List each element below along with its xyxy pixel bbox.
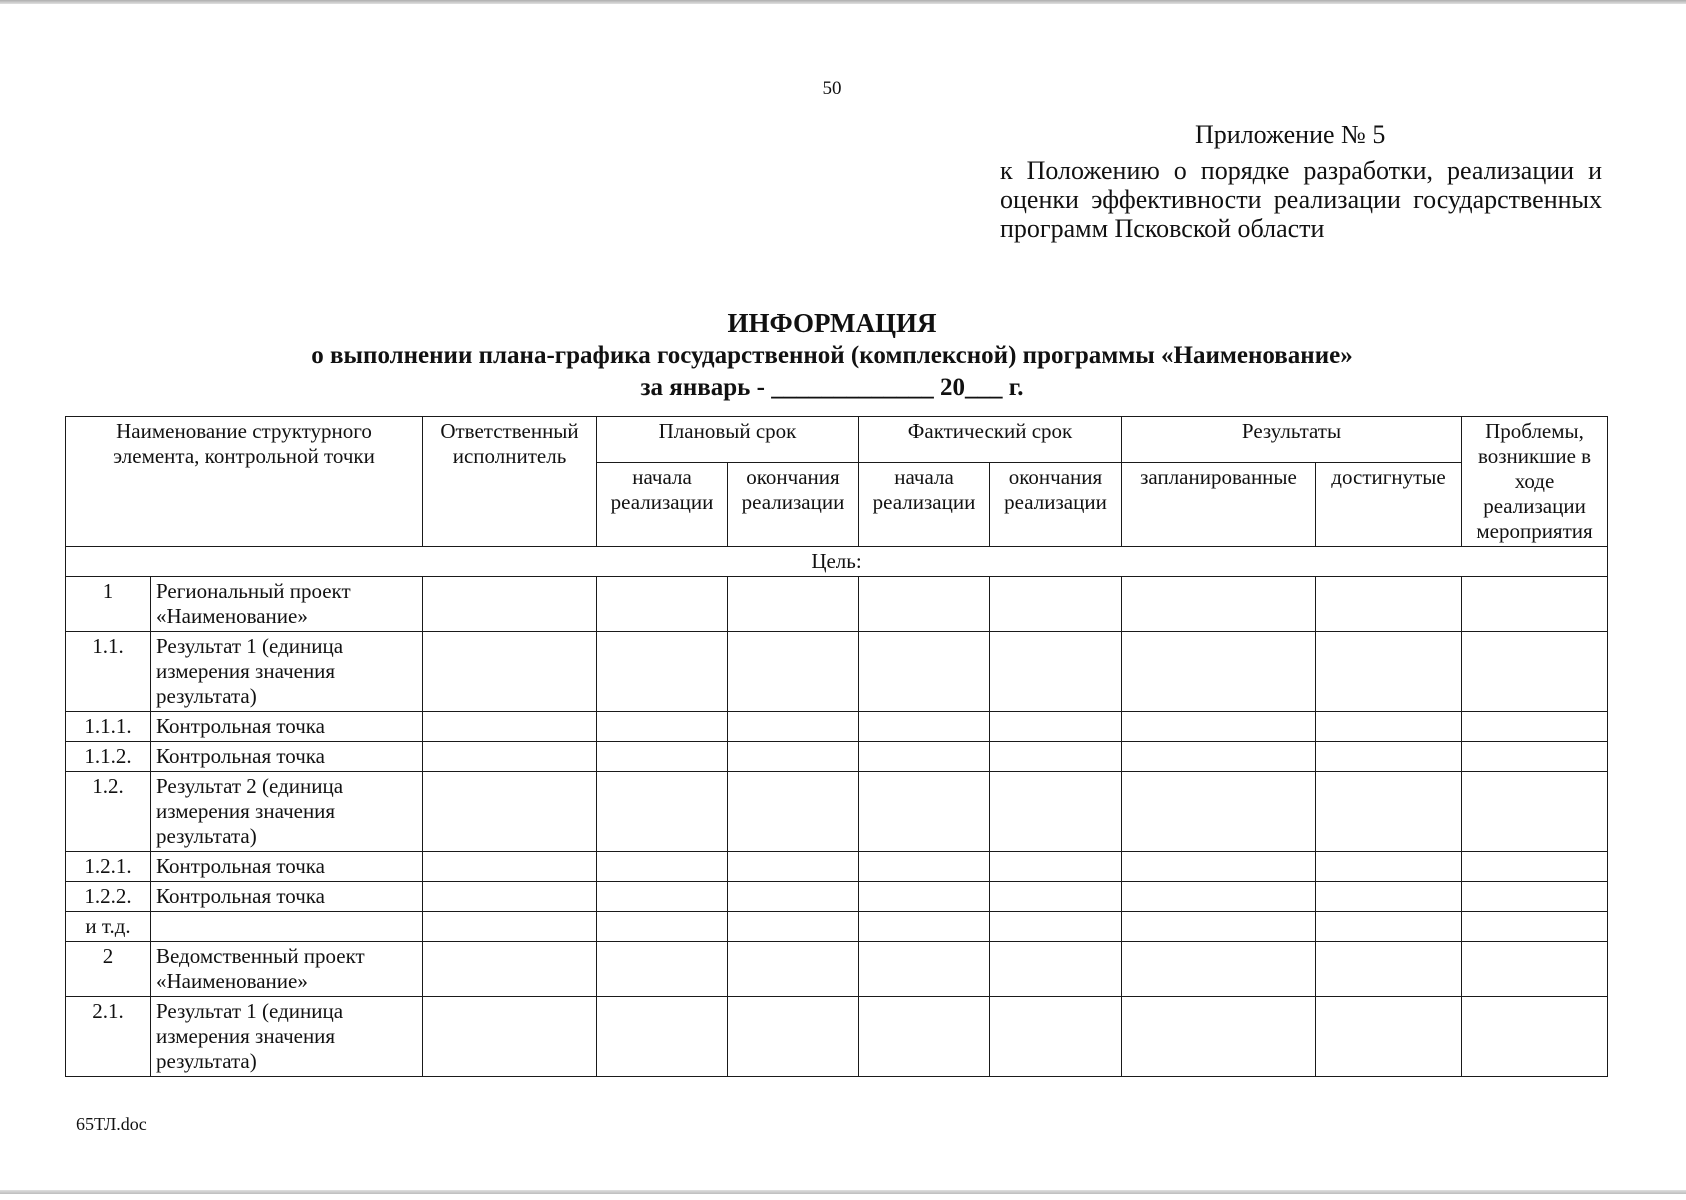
empty-cell — [1316, 632, 1462, 712]
row-number: 1 — [66, 577, 151, 632]
row-name: Результат 1 (единица измерения значения результата) — [151, 632, 423, 712]
empty-cell — [859, 632, 990, 712]
empty-cell — [728, 632, 859, 712]
empty-cell — [728, 772, 859, 852]
empty-cell — [859, 997, 990, 1077]
empty-cell — [859, 912, 990, 942]
empty-cell — [990, 912, 1122, 942]
row-number: 2 — [66, 942, 151, 997]
empty-cell — [859, 882, 990, 912]
empty-cell — [859, 712, 990, 742]
table-row — [66, 852, 1608, 882]
empty-cell — [423, 882, 597, 912]
empty-cell — [990, 632, 1122, 712]
appendix-title: Приложение № 5 — [1195, 120, 1386, 149]
empty-cell — [1462, 997, 1608, 1077]
empty-cell — [597, 577, 728, 632]
footer-filename: 65ТЛ.doc — [76, 1114, 147, 1134]
empty-cell — [859, 942, 990, 997]
row-number: 1.1.1. — [66, 712, 151, 742]
empty-cell — [597, 997, 728, 1077]
empty-cell — [728, 997, 859, 1077]
table-row — [66, 997, 1608, 1077]
empty-cell — [1462, 912, 1608, 942]
scan-edge-top — [0, 0, 1686, 4]
row-name: Контрольная точка — [151, 712, 423, 742]
empty-cell — [859, 772, 990, 852]
empty-cell — [1316, 772, 1462, 852]
header-planned-end: окончания реализации — [728, 462, 859, 546]
header-results-achieved: достигнутые — [1316, 462, 1462, 546]
empty-cell — [1462, 577, 1608, 632]
empty-cell — [1122, 852, 1316, 882]
empty-cell — [1122, 942, 1316, 997]
appendix-reference: к Положению о порядке разработки, реализации и оценки эффективности реализации государственных программ Псковской области — [1000, 156, 1602, 243]
empty-cell — [990, 882, 1122, 912]
plan-schedule-table — [65, 416, 1608, 1077]
row-number: 1.2.2. — [66, 882, 151, 912]
table-row — [66, 742, 1608, 772]
document-subtitle: о выполнении плана-графика государственной (комплексной) программы «Наименование» — [311, 342, 1353, 369]
empty-cell — [859, 852, 990, 882]
empty-cell — [597, 742, 728, 772]
scan-edge-bottom — [0, 1190, 1686, 1194]
empty-cell — [1122, 632, 1316, 712]
empty-cell — [728, 742, 859, 772]
empty-cell — [990, 577, 1122, 632]
empty-cell — [1122, 742, 1316, 772]
empty-cell — [1316, 942, 1462, 997]
empty-cell — [728, 577, 859, 632]
header-problems: Проблемы, возникшие в ходе реализации мероприятия — [1462, 417, 1608, 547]
empty-cell — [1316, 997, 1462, 1077]
empty-cell — [990, 997, 1122, 1077]
row-name: Результат 2 (единица измерения значения результата) — [151, 772, 423, 852]
empty-cell — [1316, 852, 1462, 882]
row-name: Ведомственный проект «Наименование» — [151, 942, 423, 997]
empty-cell — [1462, 852, 1608, 882]
empty-cell — [859, 742, 990, 772]
empty-cell — [597, 712, 728, 742]
empty-cell — [1316, 742, 1462, 772]
empty-cell — [1316, 882, 1462, 912]
table-row — [66, 882, 1608, 912]
empty-cell — [597, 882, 728, 912]
empty-cell — [1122, 882, 1316, 912]
empty-cell — [990, 712, 1122, 742]
empty-cell — [597, 632, 728, 712]
empty-cell — [1122, 772, 1316, 852]
row-number: 1.1. — [66, 632, 151, 712]
table-row — [66, 632, 1608, 712]
table-row — [66, 942, 1608, 997]
header-results-planned: запланированные — [1122, 462, 1316, 546]
empty-cell — [1122, 997, 1316, 1077]
empty-cell — [728, 942, 859, 997]
empty-cell — [423, 912, 597, 942]
header-planned-term: Плановый срок — [597, 417, 859, 463]
row-number: 1.2.1. — [66, 852, 151, 882]
header-actual-term: Фактический срок — [859, 417, 1122, 463]
page-number: 50 — [822, 78, 842, 99]
empty-cell — [1462, 712, 1608, 742]
empty-cell — [423, 772, 597, 852]
empty-cell — [728, 712, 859, 742]
empty-cell — [1122, 712, 1316, 742]
row-name: Результат 1 (единица измерения значения результата) — [151, 997, 423, 1077]
empty-cell — [1462, 772, 1608, 852]
empty-cell — [1122, 577, 1316, 632]
empty-cell — [423, 632, 597, 712]
empty-cell — [1462, 632, 1608, 712]
empty-cell — [990, 852, 1122, 882]
empty-cell — [423, 577, 597, 632]
empty-cell — [859, 577, 990, 632]
empty-cell — [1316, 712, 1462, 742]
header-actual-start: начала реализации — [859, 462, 990, 546]
empty-cell — [1122, 912, 1316, 942]
row-name: Контрольная точка — [151, 882, 423, 912]
empty-cell — [423, 852, 597, 882]
document-title: ИНФОРМАЦИЯ — [727, 308, 937, 338]
empty-cell — [728, 882, 859, 912]
header-responsible-executor: Ответственный исполнитель — [423, 417, 597, 547]
row-number: и т.д. — [66, 912, 151, 942]
table-row — [66, 772, 1608, 852]
empty-cell — [1316, 912, 1462, 942]
empty-cell — [990, 742, 1122, 772]
header-element-name: Наименование структурного элемента, контрольной точки — [66, 417, 423, 547]
empty-cell — [423, 742, 597, 772]
header-results: Результаты — [1122, 417, 1462, 463]
table-row — [66, 577, 1608, 632]
goal-row: Цель: — [66, 547, 1608, 577]
row-name: Контрольная точка — [151, 742, 423, 772]
row-name: Региональный проект «Наименование» — [151, 577, 423, 632]
row-number: 2.1. — [66, 997, 151, 1077]
header-planned-start: начала реализации — [597, 462, 728, 546]
row-number: 1.1.2. — [66, 742, 151, 772]
empty-cell — [423, 942, 597, 997]
empty-cell — [597, 852, 728, 882]
header-actual-end: окончания реализации — [990, 462, 1122, 546]
empty-cell — [1462, 942, 1608, 997]
table-row — [66, 912, 1608, 942]
empty-cell — [597, 912, 728, 942]
empty-cell — [423, 712, 597, 742]
document-period: за январь - _____________ 20___ г. — [640, 374, 1024, 401]
row-name: Контрольная точка — [151, 852, 423, 882]
empty-cell — [990, 942, 1122, 997]
empty-cell — [728, 912, 859, 942]
table-row — [66, 712, 1608, 742]
row-number: 1.2. — [66, 772, 151, 852]
empty-cell — [1316, 577, 1462, 632]
empty-cell — [1462, 882, 1608, 912]
empty-cell — [597, 772, 728, 852]
empty-cell — [728, 852, 859, 882]
empty-cell — [423, 997, 597, 1077]
row-name — [151, 912, 423, 942]
empty-cell — [990, 772, 1122, 852]
empty-cell — [1462, 742, 1608, 772]
empty-cell — [597, 942, 728, 997]
